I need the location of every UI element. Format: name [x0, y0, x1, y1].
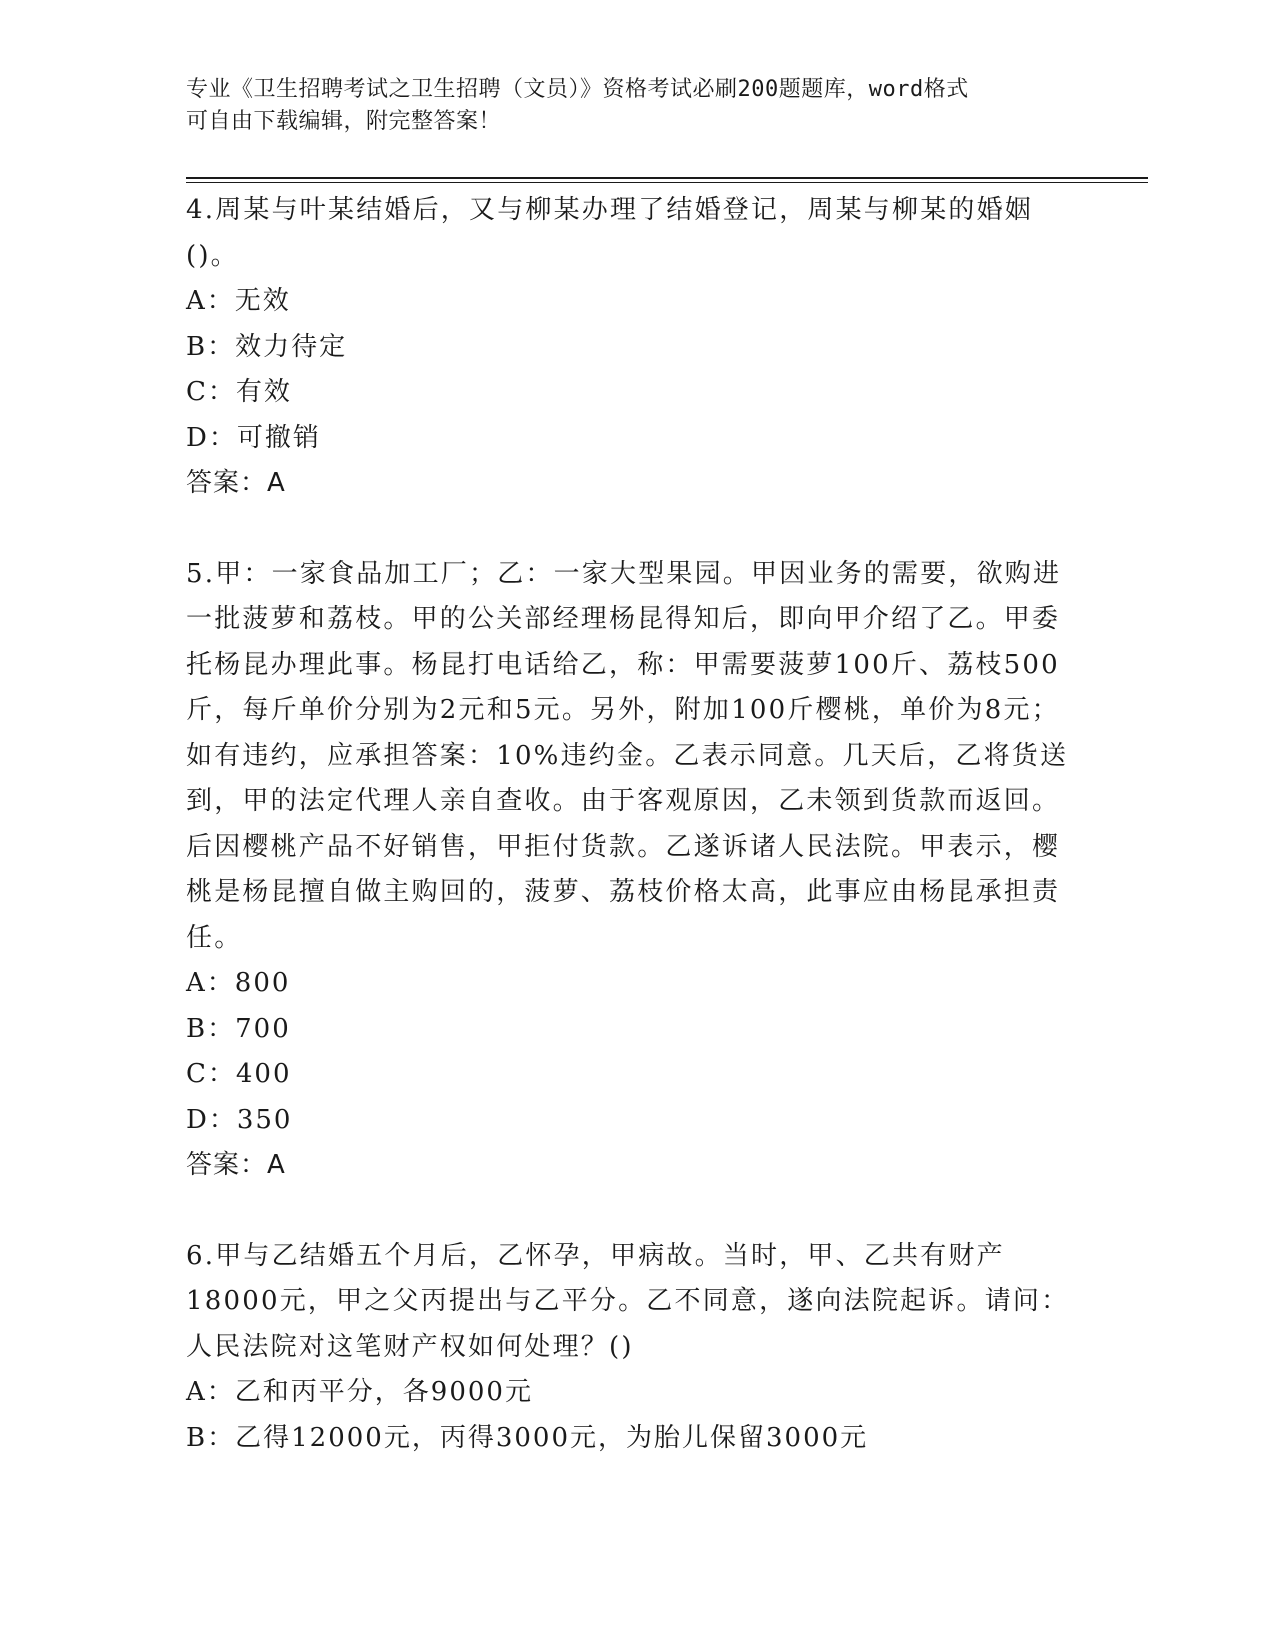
document-header [186, 74, 1086, 138]
question-5 [186, 552, 1076, 1189]
header-divider-thin [186, 182, 1148, 183]
question-list [186, 188, 1076, 1461]
question-text: 4.周某与叶某结婚后，又与柳某办理了结婚登记，周某与柳某的婚姻()。 [186, 195, 1034, 271]
option-b: B：700 [186, 1013, 291, 1044]
option-c: C：400 [186, 1059, 292, 1089]
question-6 [186, 1234, 1076, 1462]
option-d: D：350 [186, 1104, 293, 1135]
option-d: D：可撤销 [186, 422, 321, 453]
header-line-2: 可自由下载编辑，附完整答案！ [186, 109, 502, 134]
option-c: C：有效 [186, 377, 292, 407]
header-divider-thick [186, 177, 1148, 179]
option-a: A：800 [186, 968, 291, 998]
answer-line: 答案：A [186, 1150, 286, 1180]
answer-line: 答案：A [186, 468, 286, 498]
header-line-1: 专业《卫生招聘考试之卫生招聘（文员）》资格考试必刷200题题库，word格式 [186, 77, 969, 102]
question-4 [186, 188, 1076, 507]
question-text: 5.甲：一家食品加工厂；乙：一家大型果园。甲因业务的需要，欲购进一批菠萝和荔枝。甲的公关部经理杨昆得知后，即向甲介绍了乙。甲委托杨昆办理此事。杨昆打电话给乙，称：甲需要菠萝100斤、荔枝500斤，每斤单价分别为2元和5元。另外，附加100斤樱桃，单价为8元；如有违约，应承担答案：10%违约金。乙表示同意。几天后，乙将货送到，甲的法定代理人亲自查收。由于客观原因，乙未领到货款而返回。后因樱桃产品不好销售，甲拒付货款。乙遂诉诸人民法院。甲表示，樱桃是杨昆擅自做主购回的，菠萝、荔枝价格太高，此事应由杨昆承担责任。 [186, 558, 1069, 953]
option-b: B：乙得12000元，丙得3000元，为胎儿保留3000元 [186, 1422, 869, 1453]
option-b: B：效力待定 [186, 331, 348, 362]
question-text: 6.甲与乙结婚五个月后，乙怀孕，甲病故。当时，甲、乙共有财产18000元，甲之父丙提出与乙平分。乙不同意，遂向法院起诉。请问：人民法院对这笔财产权如何处理？() [186, 1240, 1070, 1362]
question-spacer [186, 507, 1076, 552]
option-a: A：乙和丙平分，各9000元 [186, 1377, 533, 1407]
option-a: A：无效 [186, 286, 291, 316]
question-spacer [186, 1189, 1076, 1234]
